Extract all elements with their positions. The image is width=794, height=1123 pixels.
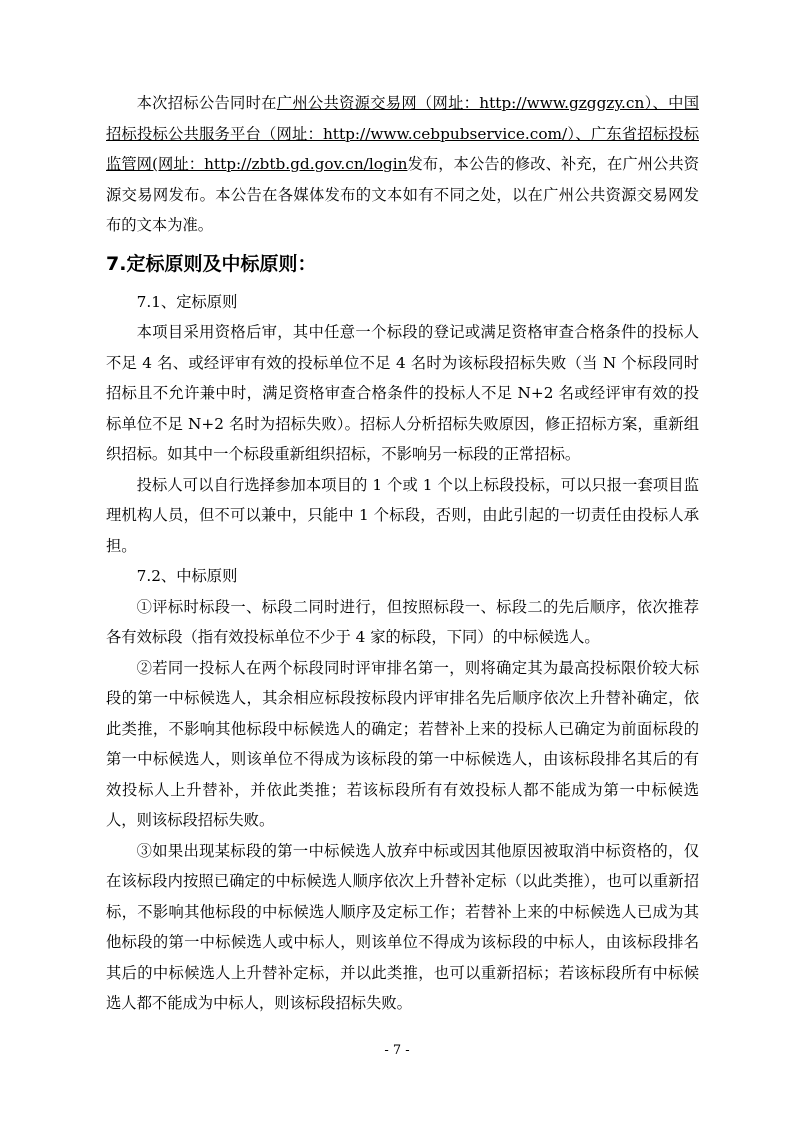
website-links[interactable]: 广州公共资源交易网（网址：http://www.gzggzy.cn）、中国招标投标公共服务平台（网址：http://www.cebpubservice.com/）、广东省招标投标监管网(网址：http://zbtb.gd.gov.cn/login [106,94,699,173]
subsection-title-7-2: 7.2、中标原则 [136,567,238,585]
page-content [106,88,699,1019]
intro-text-b: 发布，本公告的修改、补充，在广州公共资源交易网发布。本公告在各媒体发布的文本如有不同之处，以在广州公共资源交易网发布的文本为准。 [106,155,699,234]
paragraph-bidding-sections: 投标人可以自行选择参加本项目的 1 个或 1 个以上标段投标，可以只报一套项目监理机构人员，但不可以兼中，只能中 1 个标段，否则，由此引起的一切责任由投标人承担。 [106,475,699,555]
intro-paragraph [106,88,699,241]
paragraph-rule-3: ③如果出现某标段的第一中标候选人放弃中标或因其他原因被取消中标资格的，仅在该标段内按照已确定的中标候选人顺序依次上升替补定标（以此类推），也可以重新招标，不影响其他标段的中标候选人顺序及定标工作；若替补上来的中标候选人已成为其他标段的第一中标候选人或中标人，则该单位不得成为该标段的中标人，由该标段排名其后的中标候选人上升替补定标，并以此类推，也可以重新招标；若该标段所有中标候选人都不能成为中标人，则该标段招标失败。 [106,841,699,1012]
section-heading: 7.定标原则及中标原则： [106,252,317,275]
paragraph-rule-2: ②若同一投标人在两个标段同时评审排名第一，则将确定其为最高投标限价较大标段的第一中标候选人，其余相应标段按标段内评审排名先后顺序依次上升替补确定，依此类推，不影响其他标段中标候选人的确定；若替补上来的投标人已确定为前面标段的第一中标候选人，则该单位不得成为该标段的第一中标候选人，由该标段排名其后的有效投标人上升替补，并依此类推；若该标段所有有效投标人都不能成为第一中标候选人，则该标段招标失败。 [106,658,699,829]
paragraph-qualification: 本项目采用资格后审，其中任意一个标段的登记或满足资格审查合格条件的投标人不足 4 名、或经评审有效的投标单位不足 4 名时为该标段招标失败（当 N 个标段同时招标且不允许兼中时，满足资格审查合格条件的投标人不足 N+2 名或经评审有效的投标单位不足 N+2 名时为招标失败）。招标人分析招标失败原因，修正招标方案，重新组织招标。如其中一个标段重新组织招标，不影响另一标段的正常招标。 [106,323,699,463]
page-number: - 7 - [384,1043,410,1058]
intro-text-a: 本次招标公告同时在 [136,94,277,112]
paragraph-rule-1: ①评标时标段一、标段二同时进行，但按照标段一、标段二的先后顺序，依次推荐各有效标段（指有效投标单位不少于 4 家的标段，下同）的中标候选人。 [106,597,699,646]
subsection-title-7-1: 7.1、定标原则 [136,292,238,311]
